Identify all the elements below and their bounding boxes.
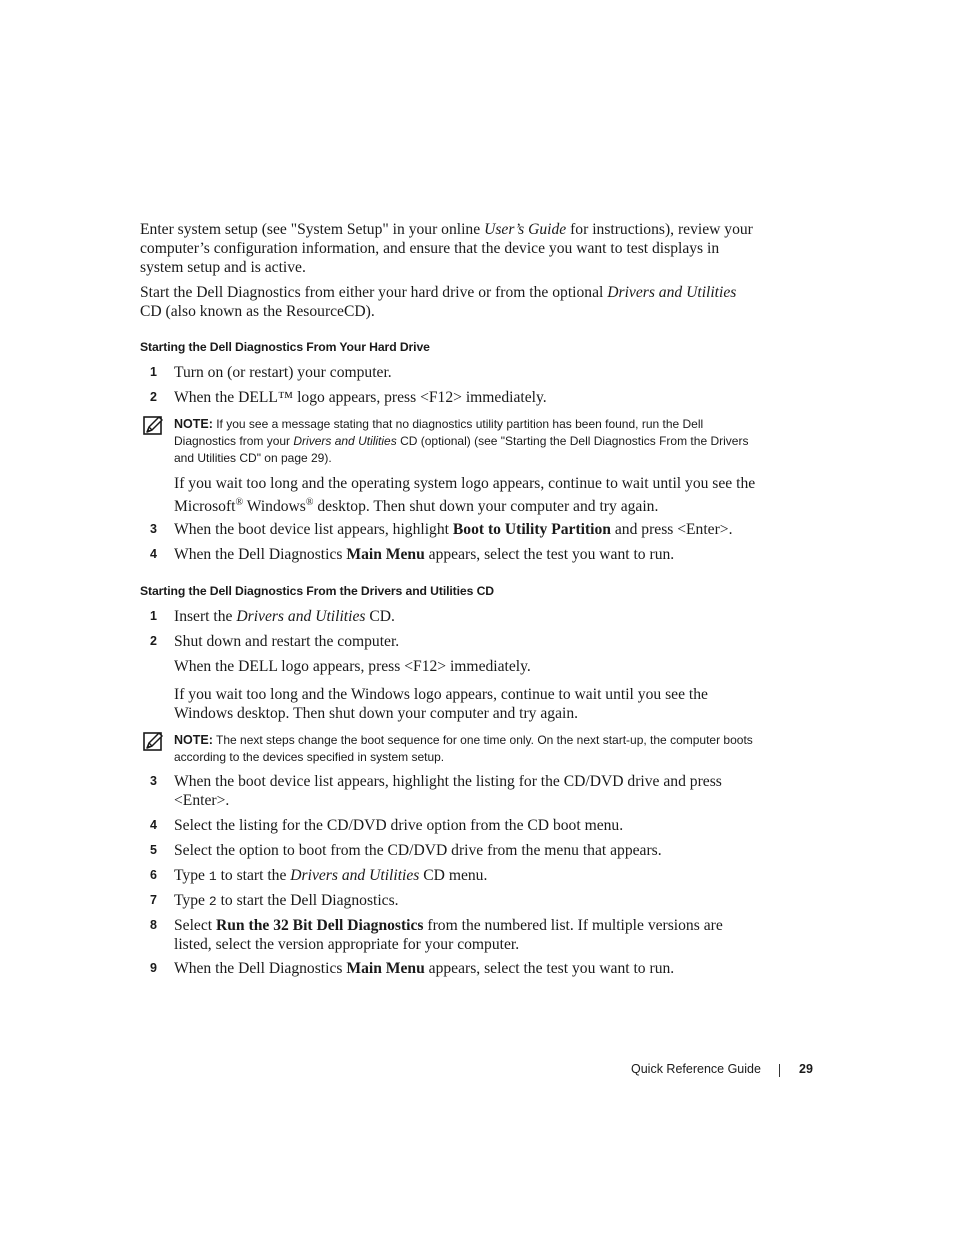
bold-text: Run the 32 Bit Dell Diagnostics [216,917,424,934]
text: Type [174,867,209,884]
registered-mark: ® [305,497,314,508]
text: When the Dell Diagnostics [174,546,347,563]
text: Type [174,892,209,909]
text: and press <Enter>. [610,521,733,538]
pencil-note-icon [143,732,163,752]
text: CD (optional) (see "Starting the Dell Diagnostics From the Drivers and Utilities CD" on page 29). [174,434,749,465]
step-text: When the DELL™ logo appears, press <F12> immediately. [174,389,547,406]
wait-paragraph: If you wait too long and the Windows logo appears, continue to wait until you see the Windows desktop. Then shut down your computer and try again. [174,686,708,722]
footer-divider [779,1064,780,1077]
pencil-note-icon [143,416,163,436]
italic-text: User’s Guide [484,221,567,238]
wait-paragraph [174,474,760,516]
note-text [174,416,759,467]
text: CD (also known as the ResourceCD). [140,303,375,320]
text: When the boot device list appears, highlight [174,521,453,538]
step-number: 3 [150,522,157,536]
logo-paragraph: When the DELL logo appears, press <F12> immediately. [174,658,531,675]
note-label: NOTE: [174,733,213,747]
bold-text: Boot to Utility Partition [452,521,611,538]
code-text: 1 [208,869,217,884]
step-text [174,520,764,539]
code-text: 2 [208,894,217,909]
text: When the Dell Diagnostics [174,960,347,977]
step-text: When the boot device list appears, highlight the listing for the CD/DVD drive and press <Enter>. [174,773,722,809]
text: CD. [365,608,395,625]
footer-guide-title: Quick Reference Guide [631,1062,761,1076]
italic-text: Drivers and Utilities [607,284,737,301]
step-number: 4 [150,818,157,832]
step-text [174,959,764,978]
text: Start the Dell Diagnostics from either your hard drive or from the optional [140,284,608,301]
step-text [174,607,764,626]
text: Select [174,917,216,934]
step-number: 6 [150,868,157,882]
step-text: Select the listing for the CD/DVD drive option from the CD boot menu. [174,817,624,834]
step-number: 2 [150,390,157,404]
step-text: Shut down and restart the computer. [174,633,400,650]
step-text [174,891,764,911]
step-text: Turn on (or restart) your computer. [174,364,392,381]
italic-text: Drivers and Utilities [290,867,420,884]
section-heading-hard-drive: Starting the Dell Diagnostics From Your Hard Drive [140,340,430,354]
bold-text: Main Menu [346,546,425,563]
step-number: 8 [150,918,157,932]
step-number: 4 [150,547,157,561]
text: appears, select the test you want to run. [424,546,675,563]
step-number: 5 [150,843,157,857]
step-text: Select the option to boot from the CD/DVD drive from the menu that appears. [174,842,662,859]
text: appears, select the test you want to run. [424,960,675,977]
step-number: 1 [150,609,157,623]
note-label: NOTE: [174,417,213,431]
text: CD menu. [419,867,488,884]
step-number: 3 [150,774,157,788]
text: If you see a message stating that no diagnostics utility partition has been found, run the Dell Diagnostics from your [174,417,704,448]
step-number: 2 [150,634,157,648]
text: for instructions), review your computer’s configuration information, and ensure that the device you want to test displays in system setup and is active. [140,221,753,276]
page-number: 29 [799,1062,813,1076]
registered-mark: ® [235,497,244,508]
italic-text: Drivers and Utilities [236,608,366,625]
section-heading-cd: Starting the Dell Diagnostics From the Drivers and Utilities CD [140,584,494,598]
note-text [174,732,759,766]
intro-paragraph-2 [140,283,760,321]
step-text [174,545,764,564]
step-number: 7 [150,893,157,907]
text: Insert the [174,608,237,625]
text: to start the Dell Diagnostics. [216,892,399,909]
text: If you wait too long and the operating system logo appears, continue to wait until you see the Microsoft [174,475,756,516]
bold-text: Main Menu [346,960,425,977]
text: from the numbered list. If multiple versions are listed, select the version appropriate for your computer. [174,917,723,953]
step-text [174,916,764,954]
step-number: 1 [150,365,157,379]
italic-text: Drivers and Utilities [293,434,397,448]
text: Enter system setup (see "System Setup" in your online [140,221,485,238]
step-text [174,866,764,886]
intro-paragraph-1 [140,220,760,277]
text: desktop. Then shut down your computer and try again. [313,498,659,516]
text: The next steps change the boot sequence for one time only. On the next start-up, the computer boots according to the devices specified in system setup. [174,733,753,764]
step-number: 9 [150,961,157,975]
text: Windows [243,498,306,516]
text: to start the [216,867,291,884]
